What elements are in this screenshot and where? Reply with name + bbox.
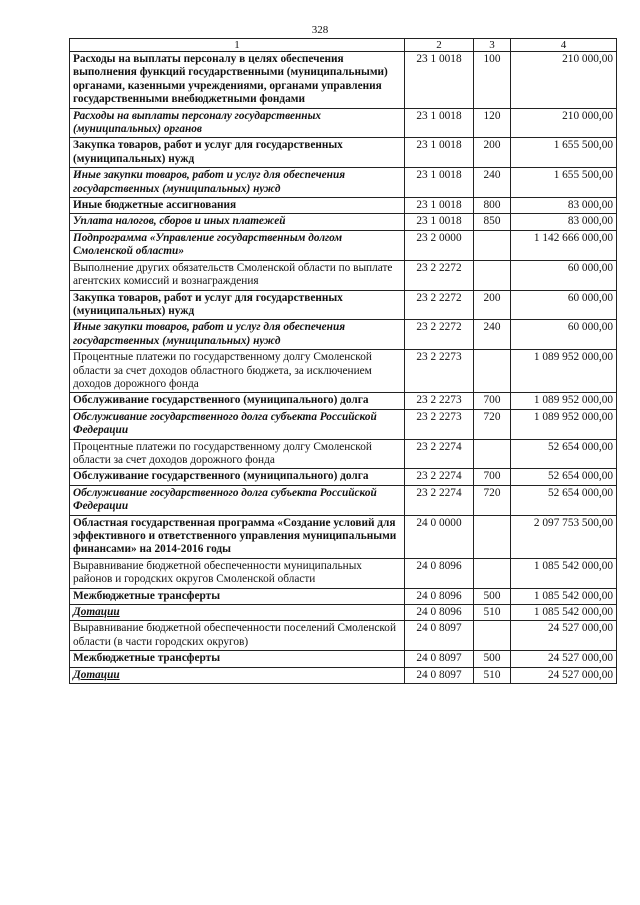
row-name-text: Обслуживание государственного (муниципального) долга — [73, 394, 369, 407]
row-type — [474, 230, 511, 260]
row-type-text: 500 — [483, 589, 501, 602]
row-amount — [511, 290, 617, 320]
row-amount — [511, 52, 617, 109]
row-amount — [511, 393, 617, 409]
table-row — [70, 409, 617, 439]
table-row — [70, 651, 617, 667]
row-amount-text: 1 085 542 000,00 — [533, 606, 613, 619]
row-type — [474, 621, 511, 651]
row-name — [70, 52, 405, 109]
row-code — [405, 439, 474, 469]
row-name-text: Расходы на выплаты персоналу государственных (муниципальных) органов — [73, 109, 322, 136]
row-type — [474, 409, 511, 439]
row-code — [405, 558, 474, 588]
row-type-text: 700 — [483, 394, 501, 407]
row-amount — [511, 439, 617, 469]
table-row — [70, 393, 617, 409]
row-type — [474, 485, 511, 515]
row-code — [405, 409, 474, 439]
row-name-text: Иные закупки товаров, работ и услуг для обеспечения государственных (муниципальных) нужд — [73, 321, 346, 347]
row-code-text: 23 2 2272 — [416, 261, 462, 274]
row-amount — [511, 409, 617, 439]
row-name — [70, 198, 405, 214]
row-type-text: 200 — [483, 291, 501, 304]
row-name — [70, 469, 405, 485]
row-amount-text: 24 527 000,00 — [548, 668, 613, 681]
column-header-1: 1 — [70, 39, 405, 52]
row-name — [70, 168, 405, 198]
row-code — [405, 168, 474, 198]
row-name — [70, 409, 405, 439]
row-name-text: Иные закупки товаров, работ и услуг для обеспечения государственных (муниципальных) нужд — [73, 169, 346, 195]
row-code — [405, 52, 474, 109]
row-amount-text: 210 000,00 — [562, 109, 613, 122]
row-type-text: 700 — [483, 470, 501, 483]
row-amount-text: 1 089 952 000,00 — [533, 351, 613, 364]
row-name-text: Иные бюджетные ассигнования — [73, 199, 237, 212]
row-amount — [511, 485, 617, 515]
row-code — [405, 588, 474, 604]
row-code-text: 24 0 8096 — [416, 589, 462, 602]
row-name — [70, 485, 405, 515]
table-row — [70, 515, 617, 558]
row-name-text: Подпрограмма «Управление государственным долгом Смоленской области» — [73, 231, 343, 258]
row-type-text: 500 — [483, 652, 501, 665]
row-amount — [511, 168, 617, 198]
row-code — [405, 605, 474, 621]
row-code-text: 24 0 0000 — [416, 516, 462, 529]
row-amount-text: 1 089 952 000,00 — [533, 410, 613, 423]
row-type-text: 240 — [483, 169, 501, 182]
table-row — [70, 588, 617, 604]
row-amount — [511, 138, 617, 168]
row-code — [405, 651, 474, 667]
row-name — [70, 320, 405, 350]
row-amount-text: 24 527 000,00 — [548, 652, 613, 665]
row-code-text: 24 0 8097 — [416, 622, 462, 635]
row-amount-text: 210 000,00 — [562, 53, 613, 65]
row-name-text: Расходы на выплаты персоналу в целях обеспечения выполнения функций государственными (муниципальными) органами, казенными учреждениями, органами управления государственными внебюджетными фондами — [73, 53, 388, 106]
table-row — [70, 198, 617, 214]
row-type-text: 510 — [483, 606, 501, 619]
row-amount — [511, 588, 617, 604]
row-code-text: 23 1 0018 — [416, 199, 462, 212]
row-code-text: 24 0 8096 — [416, 559, 462, 572]
row-amount — [511, 214, 617, 230]
row-amount-text: 60 000,00 — [567, 321, 613, 334]
row-type — [474, 469, 511, 485]
row-name-text: Процентные платежи по государственному долгу Смоленской области за счет доходов дорожного фонда — [73, 440, 372, 466]
row-name — [70, 230, 405, 260]
row-type — [474, 651, 511, 667]
row-type — [474, 515, 511, 558]
row-type — [474, 214, 511, 230]
row-code — [405, 469, 474, 485]
table-row — [70, 168, 617, 198]
budget-table — [69, 38, 617, 684]
row-amount — [511, 198, 617, 214]
row-code — [405, 230, 474, 260]
row-name-text: Межбюджетные трансферты — [73, 589, 221, 602]
row-name — [70, 290, 405, 320]
row-type — [474, 350, 511, 393]
row-name — [70, 588, 405, 604]
row-name-text: Закупка товаров, работ и услуг для государственных (муниципальных) нужд — [73, 291, 343, 317]
row-code — [405, 350, 474, 393]
row-name — [70, 558, 405, 588]
row-code-text: 23 1 0018 — [416, 109, 462, 122]
row-type-text: 800 — [483, 199, 501, 212]
row-name-text: Выравнивание бюджетной обеспеченности поселений Смоленской области (в части городских округов) — [73, 622, 397, 648]
row-amount-text: 1 085 542 000,00 — [533, 589, 613, 602]
row-amount — [511, 667, 617, 683]
row-name-text: Обслуживание государственного долга субъекта Российской Федерации — [73, 410, 377, 437]
row-code — [405, 320, 474, 350]
row-type — [474, 168, 511, 198]
row-name — [70, 621, 405, 651]
row-name-text: Дотации — [73, 668, 120, 681]
row-code-text: 23 2 2274 — [416, 470, 462, 483]
row-type-text: 720 — [483, 486, 501, 499]
row-type — [474, 138, 511, 168]
row-code-text: 23 2 0000 — [416, 231, 462, 244]
row-type-text: 200 — [483, 139, 501, 152]
row-amount — [511, 260, 617, 290]
row-name-text: Уплата налогов, сборов и иных платежей — [73, 215, 286, 228]
row-code-text: 23 2 2273 — [416, 351, 462, 364]
row-code — [405, 214, 474, 230]
row-amount — [511, 605, 617, 621]
row-type-text: 120 — [483, 109, 501, 122]
row-name-text: Обслуживание государственного долга субъекта Российской Федерации — [73, 486, 377, 513]
row-amount-text: 83 000,00 — [567, 215, 613, 228]
row-amount — [511, 230, 617, 260]
page-number: 328 — [311, 24, 329, 36]
row-amount-text: 2 097 753 500,00 — [533, 516, 613, 529]
table-row — [70, 290, 617, 320]
row-amount-text: 1 655 500,00 — [553, 169, 613, 182]
row-code — [405, 621, 474, 651]
row-type-text: 720 — [483, 410, 501, 423]
row-type — [474, 605, 511, 621]
row-amount — [511, 558, 617, 588]
row-name — [70, 393, 405, 409]
row-code-text: 23 1 0018 — [416, 169, 462, 182]
table-row — [70, 558, 617, 588]
row-name — [70, 605, 405, 621]
row-type — [474, 108, 511, 138]
row-code-text: 23 2 2273 — [416, 410, 462, 423]
row-type — [474, 588, 511, 604]
row-name-text: Закупка товаров, работ и услуг для государственных (муниципальных) нужд — [73, 139, 343, 165]
row-code — [405, 290, 474, 320]
row-code-text: 23 1 0018 — [416, 215, 462, 228]
row-type-text: 100 — [483, 53, 501, 65]
row-name — [70, 667, 405, 683]
column-header-4: 4 — [511, 39, 617, 52]
row-type — [474, 198, 511, 214]
row-type — [474, 667, 511, 683]
table-row — [70, 260, 617, 290]
row-code — [405, 138, 474, 168]
row-code-text: 23 2 2274 — [416, 440, 462, 453]
table-row — [70, 469, 617, 485]
row-amount-text: 52 654 000,00 — [548, 440, 613, 453]
row-amount-text: 1 089 952 000,00 — [533, 394, 613, 407]
row-name — [70, 515, 405, 558]
row-amount-text: 24 527 000,00 — [548, 622, 613, 635]
row-name — [70, 214, 405, 230]
row-code — [405, 108, 474, 138]
table-row — [70, 621, 617, 651]
row-code-text: 23 2 2273 — [416, 394, 462, 407]
table-row — [70, 320, 617, 350]
row-type — [474, 290, 511, 320]
row-name-text: Процентные платежи по государственному долгу Смоленской области за счет доходов областного бюджета, за исключением доходов дорожного фонда — [73, 351, 372, 390]
row-type — [474, 558, 511, 588]
row-name — [70, 260, 405, 290]
row-amount — [511, 515, 617, 558]
row-name — [70, 138, 405, 168]
row-amount-text: 83 000,00 — [567, 199, 613, 212]
row-type-text: 850 — [483, 215, 501, 228]
row-type-text: 240 — [483, 321, 501, 334]
row-type-text: 510 — [483, 668, 501, 681]
row-code-text: 24 0 8097 — [416, 668, 462, 681]
table-row — [70, 605, 617, 621]
row-amount — [511, 320, 617, 350]
row-amount-text: 52 654 000,00 — [548, 486, 613, 499]
row-name-text: Межбюджетные трансферты — [73, 652, 221, 665]
row-code — [405, 260, 474, 290]
table-header-row — [70, 39, 617, 52]
row-name-text: Обслуживание государственного (муниципального) долга — [73, 470, 369, 483]
row-code — [405, 515, 474, 558]
row-code — [405, 485, 474, 515]
row-name — [70, 651, 405, 667]
table-row — [70, 230, 617, 260]
row-name — [70, 108, 405, 138]
row-amount-text: 1 085 542 000,00 — [533, 559, 613, 572]
column-header-2: 2 — [405, 39, 474, 52]
row-code-text: 23 2 2274 — [416, 486, 462, 499]
row-code-text: 23 1 0018 — [416, 53, 462, 65]
row-code-text: 24 0 8096 — [416, 606, 462, 619]
row-code-text: 23 2 2272 — [416, 291, 462, 304]
table-row — [70, 108, 617, 138]
row-name-text: Областная государственная программа «Создание условий для эффективного и ответственного управления муниципальными финансами» на 2014-2016 годы — [73, 516, 397, 556]
row-code-text: 23 1 0018 — [416, 139, 462, 152]
row-code — [405, 393, 474, 409]
row-type — [474, 393, 511, 409]
row-code-text: 24 0 8097 — [416, 652, 462, 665]
row-type — [474, 320, 511, 350]
row-code — [405, 198, 474, 214]
row-name-text: Выравнивание бюджетной обеспеченности муниципальных районов и городских округов Смоленской области — [73, 559, 362, 586]
row-amount-text: 1 655 500,00 — [553, 139, 613, 152]
row-amount — [511, 108, 617, 138]
row-amount — [511, 651, 617, 667]
row-type — [474, 260, 511, 290]
row-amount-text: 60 000,00 — [567, 261, 613, 274]
row-name-text: Дотации — [73, 606, 120, 619]
row-amount — [511, 350, 617, 393]
budget-table-body — [70, 39, 617, 684]
row-type — [474, 439, 511, 469]
row-name — [70, 439, 405, 469]
row-amount — [511, 621, 617, 651]
row-name — [70, 350, 405, 393]
row-name-text: Выполнение других обязательств Смоленской области по выплате агентских комиссий и вознаграждения — [73, 261, 393, 288]
row-amount — [511, 469, 617, 485]
row-type — [474, 52, 511, 109]
table-row — [70, 138, 617, 168]
table-row — [70, 214, 617, 230]
table-row — [70, 667, 617, 683]
table-row — [70, 485, 617, 515]
row-amount-text: 1 142 666 000,00 — [533, 231, 613, 244]
row-code-text: 23 2 2272 — [416, 321, 462, 334]
table-row — [70, 350, 617, 393]
table-row — [70, 439, 617, 469]
row-amount-text: 52 654 000,00 — [548, 470, 613, 483]
column-header-3: 3 — [474, 39, 511, 52]
row-amount-text: 60 000,00 — [567, 291, 613, 304]
table-row — [70, 52, 617, 109]
row-code — [405, 667, 474, 683]
